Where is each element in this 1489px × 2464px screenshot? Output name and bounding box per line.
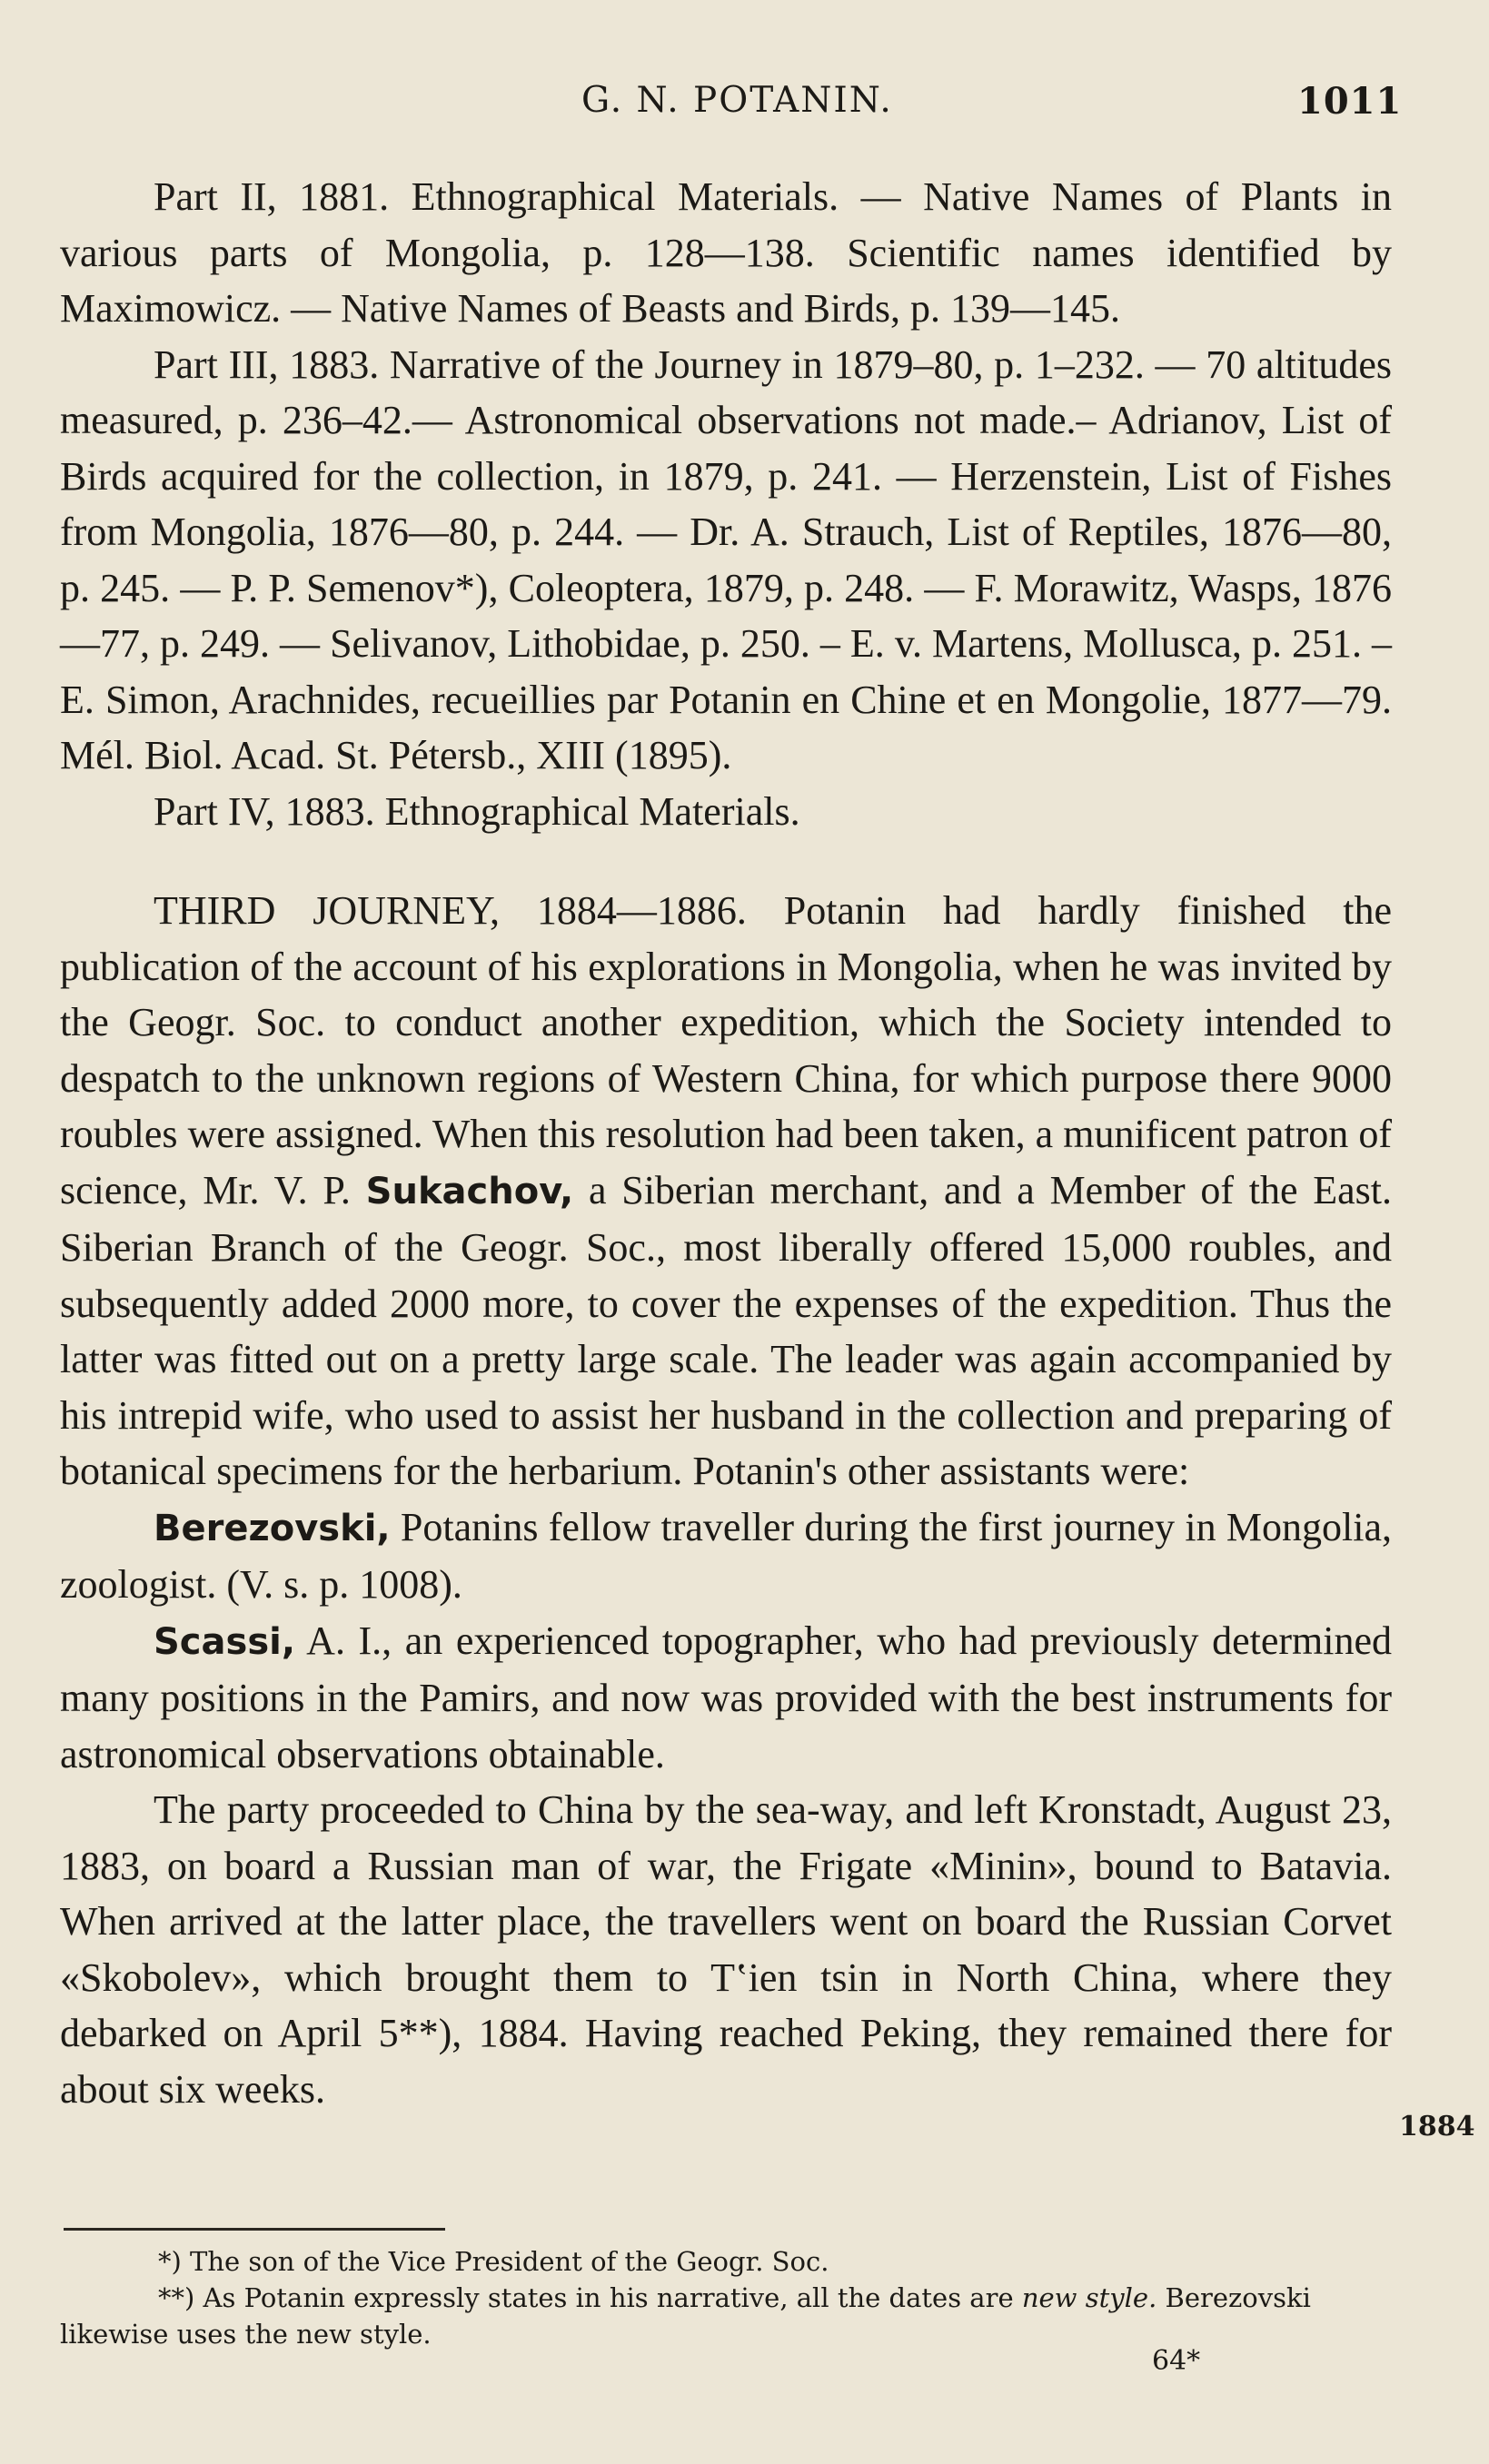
footnote-1: *) The son of the Vice President of the Geogr. Soc. <box>158 2246 829 2277</box>
footnote-2-text-b: Berezovski likewise uses the new style. <box>60 2282 1311 2350</box>
paragraph-scassi <box>60 1613 1392 1783</box>
name-sukachov: Sukachov, <box>365 1170 574 1212</box>
signature-mark: 64* <box>1152 2345 1201 2377</box>
running-title: G. N. POTANIN. <box>581 80 893 121</box>
page-header <box>0 73 1489 127</box>
scassi-text: A. I., an experienced topographer, who had previously determined many positions in the Pamirs, and now was provided with the best instruments for astronomical observations obtainable. <box>60 1618 1392 1776</box>
third-journey-text-b: a Siberian merchant, and a Member of the East. Siberian Branch of the Geogr. Soc., most liberally offered 15,000 roubles, and subsequently added 2000 more, to cover the expenses of the expedition. Thus the latter was fitted out on a pretty large scale. The leader was again accompanied by his intrepid wife, who used to assist her husband in the collection and preparing of botanical specimens for the herbarium. Potanin's other assistants were: <box>60 1167 1392 1493</box>
paragraph-third-journey <box>60 883 1392 1499</box>
footnotes <box>60 2243 1392 2352</box>
section-gap <box>60 839 1392 883</box>
berezovski-text: Potanins fellow traveller during the first journey in Mongolia, zoologist. (V. s. p. 1008). <box>60 1504 1392 1607</box>
page-number: 1011 <box>1297 80 1403 123</box>
footnote-2-text-a: **) As Potanin expressly states in his narrative, all the dates are <box>158 2282 1022 2313</box>
paragraph-berezovski <box>60 1499 1392 1613</box>
footnote-divider <box>64 2228 445 2231</box>
paragraph-part-iv: Part IV, 1883. Ethnographical Materials. <box>154 788 800 834</box>
name-scassi: Scassi, <box>154 1620 296 1663</box>
footnote-2 <box>60 2280 1392 2352</box>
paragraph-part-ii: Part II, 1881. Ethnographical Materials. — Native Names of Plants in various parts of Mongolia, p. 128—138. Scientific names identified by Maximowicz. — Native Names of Beasts and Birds, p. 139—145. <box>60 174 1392 331</box>
main-text <box>60 169 1392 2117</box>
name-berezovski: Berezovski, <box>154 1507 391 1549</box>
paragraph-part-iii: Part III, 1883. Narrative of the Journey in 1879–80, p. 1–232. — 70 altitudes measured, p. 236–42.— Astronomical observations not made.– Adrianov, List of Birds acquired for the collection, in 1879, p. 241. — Herzenstein, List of Fishes from Mongolia, 1876—80, p. 244. — Dr. A. Strauch, List of Reptiles, 1876—80, p. 245. — P. P. Semenov*), Coleoptera, 1879, p. 248. — F. Morawitz, Wasps, 1876—77, p. 249. — Selivanov, Lithobidae, p. 250. – E. v. Martens, Mollusca, p. 251. – E. Simon, Arachnides, recueillies par Potanin en Chine et en Mongolie, 1877—79. Mél. Biol. Acad. St. Pétersb., XIII (1895). <box>60 341 1392 777</box>
third-journey-text-a: THIRD JOURNEY, 1884—1886. Potanin had hardly finished the publication of the account of his explorations in Mongolia, when he was invited by the Geogr. Soc. to conduct another expedition, which the Society intended to despatch to the unknown regions of Western China, for which purpose there 9000 roubles were assigned. When this resolution had been taken, a munificent patron of science, Mr. V. P. <box>60 888 1392 1212</box>
paragraph-party-proceeded: The party proceeded to China by the sea-way, and left Kronstadt, August 23, 1883, on board a Russian man of war, the Frigate «Minin», bound to Batavia. When arrived at the latter place, the travellers went on board the Russian Corvet «Skobolev», which brought them to Tʽien tsin in North China, where they debarked on April 5**), 1884. Having reached Peking, they remained there for about six weeks. <box>60 1787 1392 2112</box>
footnote-2-italic: new style. <box>1021 2282 1157 2313</box>
margin-year-note: 1884 <box>1399 2111 1475 2142</box>
